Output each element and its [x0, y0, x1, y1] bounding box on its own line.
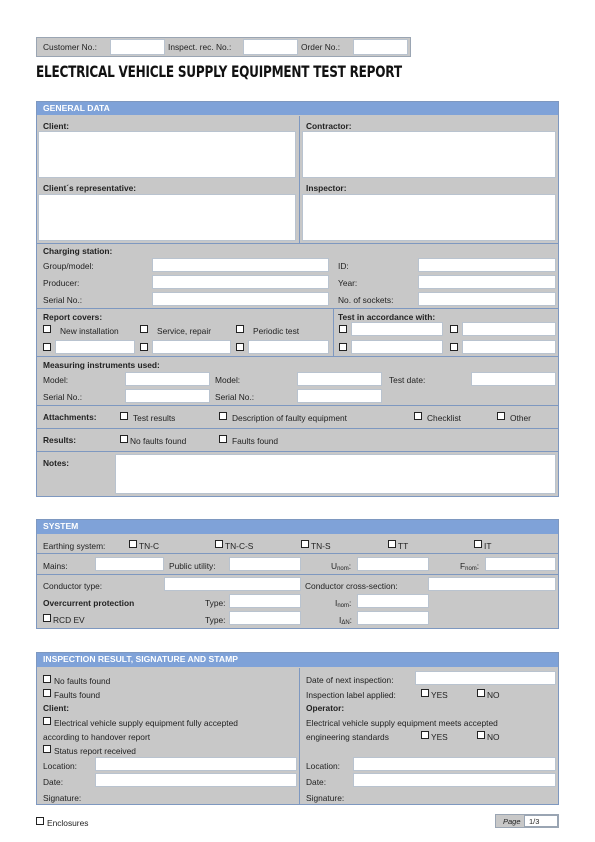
- label-yes-checkbox[interactable]: [421, 689, 429, 697]
- meets-standards-label: Electrical vehicle supply equipment meets accepted: [306, 718, 498, 728]
- test-date-label: Test date:: [389, 375, 426, 385]
- attachments-label: Attachments:: [43, 412, 97, 422]
- test-results-label: Test results: [133, 413, 176, 423]
- operator-date-field[interactable]: [353, 773, 556, 787]
- covers-other-field[interactable]: [152, 340, 231, 354]
- producer-label: Producer:: [43, 278, 80, 288]
- other-checkbox[interactable]: [497, 412, 505, 420]
- year-label: Year:: [338, 278, 358, 288]
- conductor-cross-section-label: Conductor cross-section:: [305, 581, 398, 591]
- inspect-rec-no-label: Inspect. rec. No.:: [168, 42, 232, 52]
- standard-checkbox[interactable]: [339, 343, 347, 351]
- checklist-label: Checklist: [427, 413, 461, 423]
- test-accordance-label: Test in accordance with:: [338, 312, 436, 322]
- standard-field[interactable]: [462, 322, 556, 336]
- general-data-header: GENERAL DATA: [37, 102, 558, 115]
- serial-no-label: Serial No.:: [215, 392, 255, 402]
- insp-client-label: Client:: [43, 703, 70, 713]
- test-date-field[interactable]: [471, 372, 556, 386]
- date-next-inspection-label: Date of next inspection:: [306, 675, 394, 685]
- status-report-label: Status report received: [54, 746, 136, 756]
- no-faults-checkbox[interactable]: [120, 435, 128, 443]
- contractor-field[interactable]: [302, 131, 556, 178]
- covers-other-field[interactable]: [55, 340, 135, 354]
- inspection-header: INSPECTION RESULT, SIGNATURE AND STAMP: [37, 653, 558, 667]
- tn-c-s-checkbox[interactable]: [215, 540, 223, 548]
- new-installation-checkbox[interactable]: [43, 325, 51, 333]
- divider: [37, 553, 558, 554]
- divider: [299, 668, 300, 805]
- tt-label: TT: [398, 541, 409, 551]
- report-title: ELECTRICAL VEHICLE SUPPLY EQUIPMENT TEST REPORT: [36, 62, 402, 81]
- enclosures-label: Enclosures: [47, 818, 89, 828]
- divider: [333, 308, 334, 356]
- inspector-field[interactable]: [302, 194, 556, 241]
- tn-s-label: TN-S: [311, 541, 331, 551]
- u-nom-field[interactable]: [357, 557, 429, 571]
- tn-s-checkbox[interactable]: [301, 540, 309, 548]
- serial-no-field[interactable]: [297, 389, 382, 403]
- model-field[interactable]: [297, 372, 382, 386]
- mains-label: Mains:: [43, 561, 68, 571]
- divider: [37, 428, 558, 429]
- operator-signature-label: Signature:: [306, 793, 345, 803]
- conductor-type-label: Conductor type:: [43, 581, 103, 591]
- serial-no-field[interactable]: [152, 292, 329, 306]
- serial-no-label: Serial No.:: [43, 392, 83, 402]
- measuring-instruments-label: Measuring instruments used:: [43, 360, 160, 370]
- client-signature-label: Signature:: [43, 793, 82, 803]
- no-sockets-label: No. of sockets:: [338, 295, 394, 305]
- no-faults-label: No faults found: [130, 436, 187, 446]
- producer-field[interactable]: [152, 275, 329, 289]
- i-delta-n-label: IΔN:: [339, 615, 352, 626]
- divider: [37, 308, 558, 309]
- insp-faults-found-label: Faults found: [54, 690, 101, 700]
- standard-field[interactable]: [351, 340, 443, 354]
- label-no-label: NO: [487, 690, 500, 700]
- insp-faults-found-checkbox[interactable]: [43, 689, 51, 697]
- serial-no-label: Serial No.:: [43, 295, 83, 305]
- id-label: ID:: [338, 261, 349, 271]
- test-results-checkbox[interactable]: [120, 412, 128, 420]
- model-label: Model:: [215, 375, 241, 385]
- divider: [37, 356, 558, 357]
- standard-field[interactable]: [351, 322, 443, 336]
- faults-found-checkbox[interactable]: [219, 435, 227, 443]
- standard-checkbox[interactable]: [339, 325, 347, 333]
- page-value: 1/3: [529, 817, 540, 826]
- notes-field[interactable]: [115, 454, 556, 494]
- system-header: SYSTEM: [37, 520, 558, 534]
- divider: [37, 405, 558, 406]
- contractor-label: Contractor:: [306, 121, 352, 131]
- operator-location-label: Location:: [306, 761, 340, 771]
- order-no-field[interactable]: [353, 39, 408, 55]
- description-faulty-checkbox[interactable]: [219, 412, 227, 420]
- earthing-system-label: Earthing system:: [43, 541, 106, 551]
- fully-accepted-label-2: according to handover report: [43, 732, 151, 742]
- standard-field[interactable]: [462, 340, 556, 354]
- status-report-checkbox[interactable]: [43, 745, 51, 753]
- label-applied-label: Inspection label applied:: [306, 690, 396, 700]
- i-delta-n-field[interactable]: [357, 611, 429, 625]
- client-location-field[interactable]: [95, 757, 297, 771]
- meets-yes-label: YES: [431, 732, 448, 742]
- results-label: Results:: [43, 435, 77, 445]
- fully-accepted-label: Electrical vehicle supply equipment fully accepted: [54, 718, 238, 728]
- divider: [37, 451, 558, 452]
- standard-checkbox[interactable]: [450, 325, 458, 333]
- client-date-field[interactable]: [95, 773, 297, 787]
- customer-no-label: Customer No.:: [43, 42, 97, 52]
- conductor-cross-section-field[interactable]: [428, 577, 556, 591]
- page-label: Page: [503, 817, 521, 826]
- operator-label: Operator:: [306, 703, 345, 713]
- public-utility-field[interactable]: [229, 557, 301, 571]
- it-checkbox[interactable]: [474, 540, 482, 548]
- description-faulty-label: Description of faulty equipment: [232, 413, 347, 423]
- f-nom-field[interactable]: [485, 557, 556, 571]
- tn-c-label: TN-C: [139, 541, 160, 551]
- client-date-label: Date:: [43, 777, 64, 787]
- meets-no-label: NO: [487, 732, 500, 742]
- inspect-rec-no-field[interactable]: [243, 39, 298, 55]
- customer-no-field[interactable]: [110, 39, 165, 55]
- conductor-type-field[interactable]: [164, 577, 301, 591]
- periodic-test-checkbox[interactable]: [236, 325, 244, 333]
- service-repair-label: Service, repair: [157, 326, 211, 336]
- divider: [299, 116, 300, 243]
- insp-no-faults-label: No faults found: [54, 676, 111, 686]
- periodic-test-label: Periodic test: [253, 326, 300, 336]
- no-sockets-field[interactable]: [418, 292, 556, 306]
- client-rep-field[interactable]: [38, 194, 296, 241]
- label-yes-label: YES: [431, 690, 448, 700]
- model-field[interactable]: [125, 372, 210, 386]
- rcd-ev-checkbox[interactable]: [43, 614, 51, 622]
- meets-yes-checkbox[interactable]: [421, 731, 429, 739]
- client-field[interactable]: [38, 131, 296, 178]
- rcd-ev-label: RCD EV: [53, 615, 85, 625]
- client-location-label: Location:: [43, 761, 77, 771]
- serial-no-field[interactable]: [125, 389, 210, 403]
- year-field[interactable]: [418, 275, 556, 289]
- model-label: Model:: [43, 375, 69, 385]
- mains-field[interactable]: [95, 557, 164, 571]
- report-covers-label: Report covers:: [43, 312, 103, 322]
- order-no-label: Order No.:: [301, 42, 341, 52]
- enclosures-checkbox[interactable]: [36, 817, 44, 825]
- u-nom-label: Unom:: [331, 561, 352, 572]
- operator-date-label: Date:: [306, 777, 327, 787]
- covers-other-field[interactable]: [248, 340, 329, 354]
- public-utility-label: Public utility:: [169, 561, 216, 571]
- tn-c-checkbox[interactable]: [129, 540, 137, 548]
- tt-checkbox[interactable]: [388, 540, 396, 548]
- f-nom-label: Fnom:: [460, 561, 480, 572]
- notes-label: Notes:: [43, 458, 70, 468]
- fully-accepted-checkbox[interactable]: [43, 717, 51, 725]
- date-next-inspection-field[interactable]: [415, 671, 556, 685]
- it-label: IT: [484, 541, 492, 551]
- overcurrent-type-field[interactable]: [229, 594, 301, 608]
- id-field[interactable]: [418, 258, 556, 272]
- divider: [37, 243, 558, 244]
- group-model-label: Group/model:: [43, 261, 94, 271]
- type-label: Type:: [205, 615, 226, 625]
- checklist-checkbox[interactable]: [414, 412, 422, 420]
- i-nom-field[interactable]: [357, 594, 429, 608]
- client-rep-label: Client´s representative:: [43, 183, 137, 193]
- covers-other-checkbox[interactable]: [140, 343, 148, 351]
- charging-station-label: Charging station:: [43, 246, 113, 256]
- covers-other-checkbox[interactable]: [43, 343, 51, 351]
- new-installation-label: New installation: [60, 326, 119, 336]
- service-repair-checkbox[interactable]: [140, 325, 148, 333]
- meets-no-checkbox[interactable]: [477, 731, 485, 739]
- tn-c-s-label: TN-C-S: [225, 541, 254, 551]
- other-label: Other: [510, 413, 531, 423]
- standard-checkbox[interactable]: [450, 343, 458, 351]
- inspector-label: Inspector:: [306, 183, 347, 193]
- meets-standards-label-2: engineering standards: [306, 732, 389, 742]
- insp-no-faults-checkbox[interactable]: [43, 675, 51, 683]
- faults-found-label: Faults found: [232, 436, 279, 446]
- client-label: Client:: [43, 121, 70, 131]
- covers-other-checkbox[interactable]: [236, 343, 244, 351]
- type-label: Type:: [205, 598, 226, 608]
- divider: [37, 574, 558, 575]
- group-model-field[interactable]: [152, 258, 329, 272]
- i-nom-label: Inom:: [335, 598, 352, 609]
- overcurrent-protection-label: Overcurrent protection: [43, 598, 135, 608]
- operator-location-field[interactable]: [353, 757, 556, 771]
- label-no-checkbox[interactable]: [477, 689, 485, 697]
- rcd-type-field[interactable]: [229, 611, 301, 625]
